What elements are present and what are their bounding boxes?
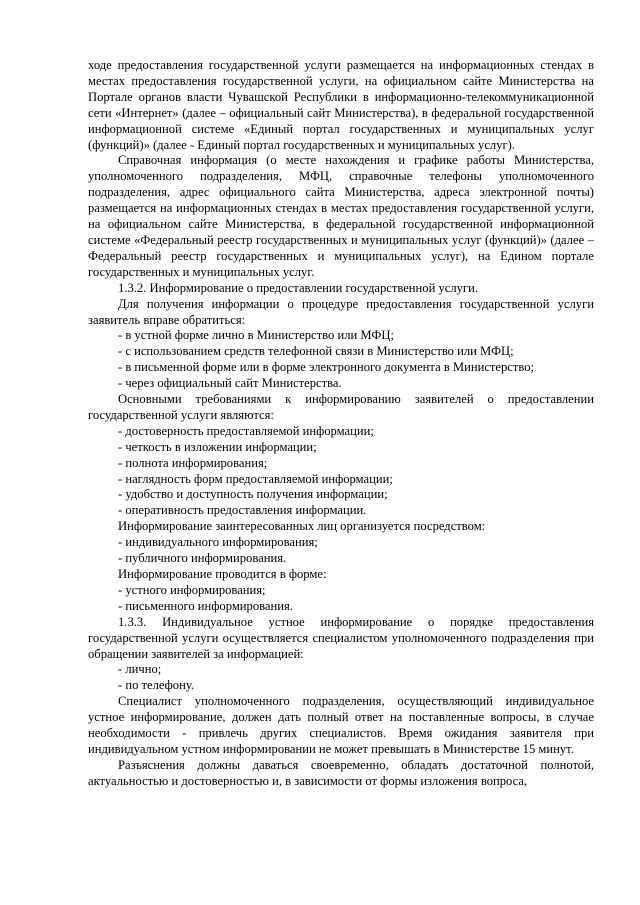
list-item: - четкость в изложении информации; xyxy=(118,439,317,454)
paragraph: Информирование заинтересованных лиц организуется посредством: xyxy=(118,519,486,534)
list-item: - индивидуального информирования; xyxy=(118,535,318,550)
paragraph: 1.3.2. Информирование о предоставлении государственной услуги. xyxy=(118,280,478,295)
paragraph: Разъяснения должны даваться своевременно, обладать достаточной полнотой, актуальностью и достоверностью и, в зависимости от формы изложения вопроса, xyxy=(88,757,594,788)
list-item: - оперативность предоставления информации. xyxy=(118,503,367,518)
paragraph: Справочная информация (о месте нахождения и графике работы Министерства, уполномоченного подразделения, МФЦ, справочные телефоны уполномоченного подразделения, адрес официального сайта Министерства, адреса электронной почты) размещается на информационных стендах в местах предоставления государственной услуги, на официальном сайте Министерства, в федеральной государственной информационной системе «Федеральный реестр государственных и муниципальных услуг (функций)» (далее – Федеральный реестр государственных и муниципальных услуг), на Едином портале государственных и муниципальных услуг. xyxy=(88,153,594,279)
list-item: - наглядность форм предоставляемой информации; xyxy=(118,471,393,486)
paragraph: ходе предоставления государственной услуги размещается на информационных стендах в местах предоставления государственной услуги, на официальном сайте Министерства на Портале органов власти Чувашской Республики в информационно-телекоммуникационной сети «Интернет» (далее – официальный сайт Министерства), в федеральной государственной информационной системе «Единый портал государственных и муниципальных услуг (функций)» (далее - Единый портал государственных и муниципальных услуг). xyxy=(88,58,594,152)
list-item: - устного информирования; xyxy=(118,582,266,597)
paragraph: Основными требованиями к информированию заявителей о предоставлении государственной услуги являются: xyxy=(88,392,594,422)
list-item: - в устной форме лично в Министерство или МФЦ; xyxy=(118,328,394,343)
list-item: - достоверность предоставляемой информации; xyxy=(118,423,374,438)
list-item: - публичного информирования. xyxy=(118,551,287,566)
paragraph: 1.3.3. Индивидуальное устное информирование о порядке предоставления государственной услуги осуществляется специалистом уполномоченного подразделения при обращении заявителей за информацией: xyxy=(88,614,594,661)
paragraph: Информирование проводится в форме: xyxy=(118,567,327,581)
list-item: - с использованием средств телефонной связи в Министерство или МФЦ; xyxy=(118,344,514,359)
list-item: - через официальный сайт Министерства. xyxy=(118,376,342,391)
list-item: - удобство и доступность получения информации; xyxy=(118,487,388,502)
list-item: - по телефону. xyxy=(118,678,195,693)
list-item: - лично; xyxy=(118,662,162,677)
list-item: - в письменной форме или в форме электронного документа в Министерство; xyxy=(118,360,535,375)
paragraph: Специалист уполномоченного подразделения, осуществляющий индивидуальное устное информирование, должен дать полный ответ на поставленные вопросы, в случае необходимости - привлечь других специалистов. Время ожидания заявителя при индивидуальном устном информировании не может превышать в Министерстве 15 минут. xyxy=(88,694,594,756)
list-item: - полнота информирования; xyxy=(118,455,268,470)
paragraph: Для получения информации о процедуре предоставления государственной услуги заявитель вправе обратиться: xyxy=(88,296,594,327)
list-item: - письменного информирования. xyxy=(118,598,293,613)
document-page xyxy=(88,58,594,790)
